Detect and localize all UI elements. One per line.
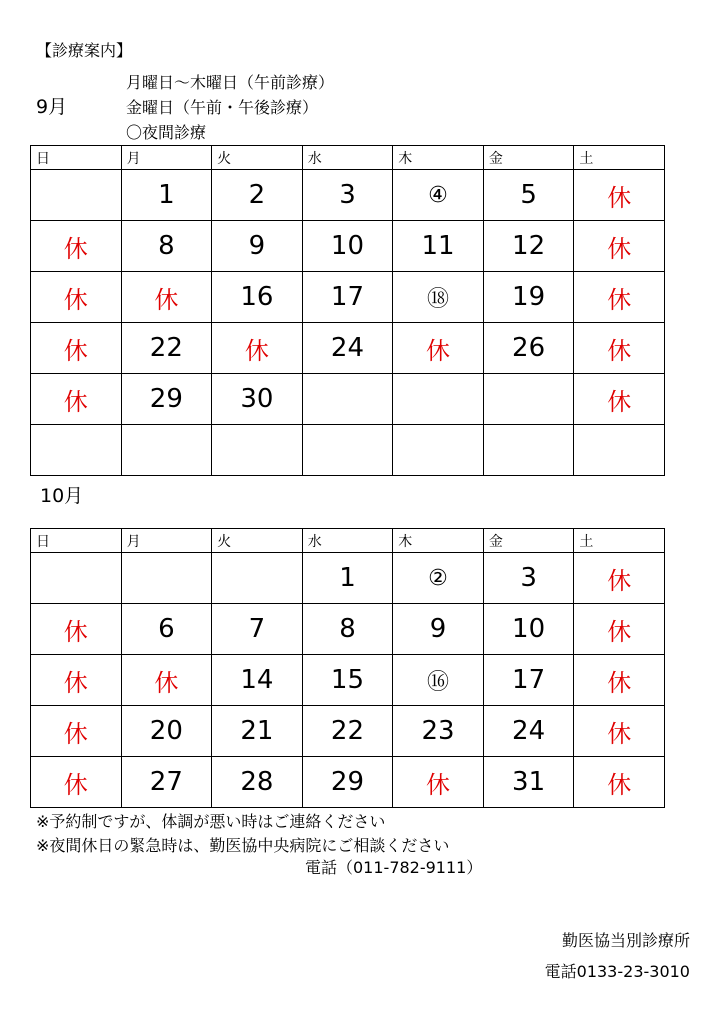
day-cell: ② xyxy=(393,553,484,604)
day-cell: 26 xyxy=(483,323,574,374)
week-row xyxy=(31,170,665,221)
day-cell: 10 xyxy=(483,604,574,655)
holiday-cell: 休 xyxy=(393,323,484,374)
day-cell: 19 xyxy=(483,272,574,323)
weekday-header-cell: 月 xyxy=(121,529,212,553)
weekday-header-row xyxy=(31,146,665,170)
holiday-cell: 休 xyxy=(212,323,303,374)
calendar-october xyxy=(30,528,665,808)
day-cell: 9 xyxy=(212,221,303,272)
holiday-cell: 休 xyxy=(574,706,665,757)
day-cell: 1 xyxy=(302,553,393,604)
empty-day-cell xyxy=(121,553,212,604)
day-cell: 28 xyxy=(212,757,303,808)
day-cell: 15 xyxy=(302,655,393,706)
holiday-cell: 休 xyxy=(574,553,665,604)
weekday-header-cell: 日 xyxy=(31,529,122,553)
clinic-name: 勤医協当別診療所 xyxy=(561,931,690,950)
day-cell: 3 xyxy=(483,553,574,604)
holiday-cell: 休 xyxy=(574,757,665,808)
day-cell: 5 xyxy=(483,170,574,221)
week-row xyxy=(31,221,665,272)
day-cell: 29 xyxy=(302,757,393,808)
day-cell: 31 xyxy=(483,757,574,808)
day-cell: 8 xyxy=(121,221,212,272)
note-reservation: ※予約制ですが、体調が悪い時はご連絡ください xyxy=(36,812,386,831)
empty-day-cell xyxy=(393,425,484,476)
holiday-cell: 休 xyxy=(31,221,122,272)
month-label-september: 9月 xyxy=(36,96,68,118)
day-cell: 17 xyxy=(302,272,393,323)
holiday-cell: 休 xyxy=(574,170,665,221)
day-cell: 2 xyxy=(212,170,303,221)
day-cell: ⑯ xyxy=(393,655,484,706)
empty-day-cell xyxy=(212,553,303,604)
day-cell: 29 xyxy=(121,374,212,425)
empty-day-cell xyxy=(31,170,122,221)
holiday-cell: 休 xyxy=(574,272,665,323)
holiday-cell: 休 xyxy=(393,757,484,808)
day-cell: 23 xyxy=(393,706,484,757)
weekday-header-cell: 水 xyxy=(302,146,393,170)
empty-day-cell xyxy=(31,425,122,476)
day-cell: 20 xyxy=(121,706,212,757)
day-cell: 7 xyxy=(212,604,303,655)
holiday-cell: 休 xyxy=(574,655,665,706)
empty-day-cell xyxy=(574,425,665,476)
day-cell: 14 xyxy=(212,655,303,706)
day-cell: 3 xyxy=(302,170,393,221)
night-clinic-legend: 〇夜間診療 xyxy=(126,123,207,142)
weekday-header-cell: 土 xyxy=(574,529,665,553)
week-row xyxy=(31,323,665,374)
weekday-header-cell: 火 xyxy=(212,146,303,170)
day-cell: 24 xyxy=(483,706,574,757)
day-cell: ④ xyxy=(393,170,484,221)
holiday-cell: 休 xyxy=(31,757,122,808)
holiday-cell: 休 xyxy=(31,272,122,323)
holiday-cell: 休 xyxy=(121,272,212,323)
clinic-phone: 電話0133-23-3010 xyxy=(544,962,690,981)
weekday-header-cell: 金 xyxy=(483,529,574,553)
empty-day-cell xyxy=(212,425,303,476)
weekday-header-cell: 土 xyxy=(574,146,665,170)
week-row xyxy=(31,757,665,808)
holiday-cell: 休 xyxy=(31,374,122,425)
hours-friday-line: 金曜日（午前・午後診療） xyxy=(126,98,319,117)
weekday-header-row xyxy=(31,529,665,553)
hours-weekday-line: 月曜日～木曜日（午前診療） xyxy=(126,73,335,92)
week-row xyxy=(31,272,665,323)
empty-day-cell xyxy=(302,374,393,425)
calendar-september xyxy=(30,145,665,476)
day-cell: 27 xyxy=(121,757,212,808)
week-row xyxy=(31,374,665,425)
day-cell: 22 xyxy=(302,706,393,757)
empty-day-cell xyxy=(393,374,484,425)
weekday-header-cell: 火 xyxy=(212,529,303,553)
weekday-header-cell: 木 xyxy=(393,529,484,553)
week-row xyxy=(31,655,665,706)
note-emergency: ※夜間休日の緊急時は、勤医協中央病院にご相談ください xyxy=(36,836,450,855)
day-cell: 8 xyxy=(302,604,393,655)
day-cell: 10 xyxy=(302,221,393,272)
empty-day-cell xyxy=(483,425,574,476)
day-cell: 24 xyxy=(302,323,393,374)
week-row xyxy=(31,706,665,757)
holiday-cell: 休 xyxy=(31,604,122,655)
holiday-cell: 休 xyxy=(574,374,665,425)
holiday-cell: 休 xyxy=(574,604,665,655)
week-row xyxy=(31,604,665,655)
day-cell: 30 xyxy=(212,374,303,425)
month-label-october: 10月 xyxy=(40,485,84,507)
holiday-cell: 休 xyxy=(574,323,665,374)
weekday-header-cell: 水 xyxy=(302,529,393,553)
day-cell: ⑱ xyxy=(393,272,484,323)
empty-day-cell xyxy=(121,425,212,476)
day-cell: 6 xyxy=(121,604,212,655)
day-cell: 16 xyxy=(212,272,303,323)
day-cell: 9 xyxy=(393,604,484,655)
weekday-header-cell: 金 xyxy=(483,146,574,170)
holiday-cell: 休 xyxy=(574,221,665,272)
holiday-cell: 休 xyxy=(31,655,122,706)
day-cell: 22 xyxy=(121,323,212,374)
day-cell: 1 xyxy=(121,170,212,221)
empty-day-cell xyxy=(302,425,393,476)
guide-title: 【診療案内】 xyxy=(36,41,133,60)
day-cell: 12 xyxy=(483,221,574,272)
empty-day-cell xyxy=(31,553,122,604)
hospital-phone: 電話（011-782-9111） xyxy=(305,858,483,877)
holiday-cell: 休 xyxy=(31,706,122,757)
holiday-cell: 休 xyxy=(31,323,122,374)
week-row xyxy=(31,425,665,476)
weekday-header-cell: 日 xyxy=(31,146,122,170)
day-cell: 17 xyxy=(483,655,574,706)
week-row xyxy=(31,553,665,604)
day-cell: 21 xyxy=(212,706,303,757)
holiday-cell: 休 xyxy=(121,655,212,706)
day-cell: 11 xyxy=(393,221,484,272)
weekday-header-cell: 月 xyxy=(121,146,212,170)
weekday-header-cell: 木 xyxy=(393,146,484,170)
empty-day-cell xyxy=(483,374,574,425)
